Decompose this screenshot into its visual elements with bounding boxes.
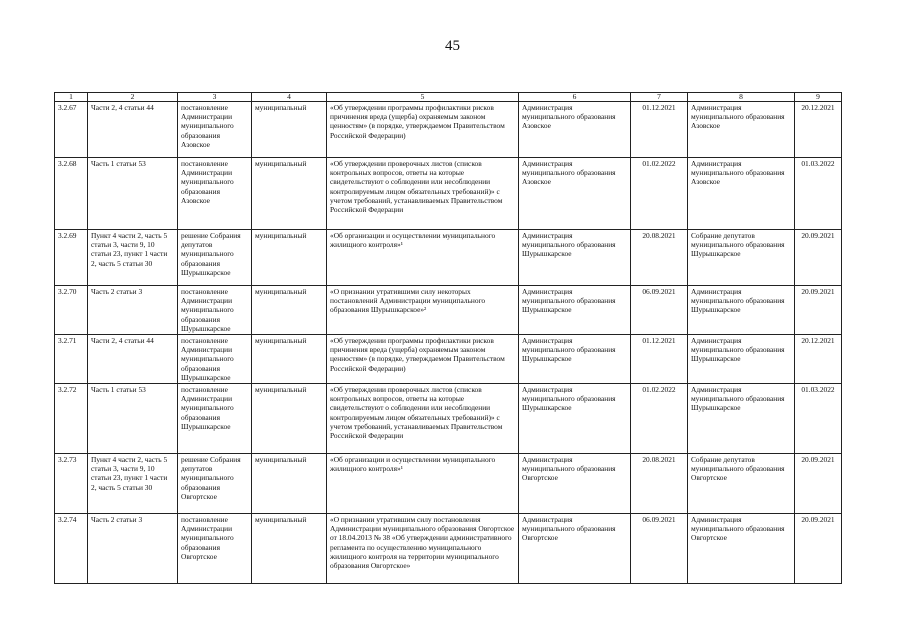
table-row [55, 335, 842, 384]
adopting-body: Администрация муниципального образования Шурышкарское [688, 384, 795, 454]
adopting-body: Администрация муниципального образования Шурышкарское [688, 286, 795, 335]
law-article: Часть 1 статьи 53 [88, 384, 178, 454]
column-number: 3 [178, 93, 252, 102]
register-table [54, 92, 842, 584]
development-date: 01.12.2021 [631, 335, 688, 384]
page-number: 45 [445, 38, 460, 54]
adopting-body: Администрация муниципального образования Азовское [688, 158, 795, 230]
act-type: постановление Администрации муниципального образования Азовское [178, 158, 252, 230]
column-number: 4 [252, 93, 327, 102]
row-number: 3.2.70 [55, 286, 88, 335]
act-title: «О признании утратившим силу постановления Администрации муниципального образования Овгортское от 18.04.2013 № 38 «Об утверждении административного регламента по осуществлению муниципального жилищного контроля на территории муниципального образования Овгортское» [327, 514, 519, 584]
law-article: Пункт 4 части 2, часть 5 статьи 3, части 9, 10 статьи 23, пункт 1 части 2, часть 5 статьи 30 [88, 230, 178, 286]
row-number: 3.2.74 [55, 514, 88, 584]
table-row [55, 514, 842, 584]
law-article: Части 2, 4 статьи 44 [88, 335, 178, 384]
act-title: «О признании утратившими силу некоторых постановлений Администрации муниципального образования Шурышкарское»² [327, 286, 519, 335]
development-date: 01.12.2021 [631, 102, 688, 158]
table-row [55, 454, 842, 514]
act-type: постановление Администрации муниципального образования Шурышкарское [178, 384, 252, 454]
development-date: 06.09.2021 [631, 286, 688, 335]
row-number: 3.2.68 [55, 158, 88, 230]
adoption-date: 20.12.2021 [795, 102, 842, 158]
adoption-date: 20.09.2021 [795, 286, 842, 335]
act-type: решение Собрания депутатов муниципального образования Шурышкарское [178, 230, 252, 286]
development-date: 01.02.2022 [631, 158, 688, 230]
developer: Администрация муниципального образования Овгортское [519, 454, 631, 514]
act-type: постановление Администрации муниципального образования Овгортское [178, 514, 252, 584]
adopting-body: Администрация муниципального образования Шурышкарское [688, 335, 795, 384]
row-number: 3.2.71 [55, 335, 88, 384]
column-number-row [55, 93, 842, 102]
act-level: муниципальный [252, 384, 327, 454]
law-article: Часть 1 статьи 53 [88, 158, 178, 230]
column-number: 5 [327, 93, 519, 102]
act-level: муниципальный [252, 335, 327, 384]
table-body [55, 102, 842, 584]
adoption-date: 20.12.2021 [795, 335, 842, 384]
adoption-date: 01.03.2022 [795, 384, 842, 454]
column-number: 9 [795, 93, 842, 102]
development-date: 01.02.2022 [631, 384, 688, 454]
developer: Администрация муниципального образования Шурышкарское [519, 335, 631, 384]
act-title: «Об организации и осуществлении муниципального жилищного контроля»¹ [327, 230, 519, 286]
adoption-date: 20.09.2021 [795, 230, 842, 286]
act-type: решение Собрания депутатов муниципального образования Овгортское [178, 454, 252, 514]
law-article: Часть 2 статьи 3 [88, 514, 178, 584]
developer: Администрация муниципального образования Шурышкарское [519, 230, 631, 286]
table-row [55, 230, 842, 286]
law-article: Пункт 4 части 2, часть 5 статьи 3, части 9, 10 статьи 23, пункт 1 части 2, часть 5 статьи 30 [88, 454, 178, 514]
development-date: 06.09.2021 [631, 514, 688, 584]
adoption-date: 20.09.2021 [795, 454, 842, 514]
act-level: муниципальный [252, 102, 327, 158]
act-level: муниципальный [252, 514, 327, 584]
adoption-date: 01.03.2022 [795, 158, 842, 230]
adoption-date: 20.09.2021 [795, 514, 842, 584]
developer: Администрация муниципального образования Овгортское [519, 514, 631, 584]
adopting-body: Собрание депутатов муниципального образования Овгортское [688, 454, 795, 514]
table-row [55, 102, 842, 158]
row-number: 3.2.73 [55, 454, 88, 514]
adopting-body: Администрация муниципального образования Азовское [688, 102, 795, 158]
row-number: 3.2.72 [55, 384, 88, 454]
adopting-body: Собрание депутатов муниципального образования Шурышкарское [688, 230, 795, 286]
act-title: «Об утверждении проверочных листов (списков контрольных вопросов, ответы на которые свидетельствуют о соблюдении или несоблюдении контролируемым лицом обязательных требований)» с учетом требований, устанавливаемых Правительством Российской Федерации [327, 158, 519, 230]
adopting-body: Администрация муниципального образования Овгортское [688, 514, 795, 584]
act-title: «Об утверждении программы профилактики рисков причинения вреда (ущерба) охраняемым законом ценностям» (в порядке, утверждаемом Правительством Российской Федерации) [327, 335, 519, 384]
act-title: «Об утверждении проверочных листов (списков контрольных вопросов, ответы на которые свидетельствуют о соблюдении или несоблюдении контролируемым лицом обязательных требований)» с учетом требований, устанавливаемых Правительством Российской Федерации [327, 384, 519, 454]
act-level: муниципальный [252, 454, 327, 514]
development-date: 20.08.2021 [631, 454, 688, 514]
act-title: «Об утверждении программы профилактики рисков причинения вреда (ущерба) охраняемым законом ценностям» (в порядке, утверждаемом Правительством Российской Федерации) [327, 102, 519, 158]
development-date: 20.08.2021 [631, 230, 688, 286]
act-type: постановление Администрации муниципального образования Шурышкарское [178, 286, 252, 335]
act-level: муниципальный [252, 286, 327, 335]
row-number: 3.2.69 [55, 230, 88, 286]
act-type: постановление Администрации муниципального образования Шурышкарское [178, 335, 252, 384]
act-type: постановление Администрации муниципального образования Азовское [178, 102, 252, 158]
act-title: «Об организации и осуществлении муниципального жилищного контроля»¹ [327, 454, 519, 514]
column-number: 7 [631, 93, 688, 102]
developer: Администрация муниципального образования Шурышкарское [519, 286, 631, 335]
law-article: Часть 2 статьи 3 [88, 286, 178, 335]
developer: Администрация муниципального образования Азовское [519, 102, 631, 158]
law-article: Части 2, 4 статьи 44 [88, 102, 178, 158]
column-number: 8 [688, 93, 795, 102]
column-number: 6 [519, 93, 631, 102]
table-row [55, 384, 842, 454]
table-row [55, 286, 842, 335]
developer: Администрация муниципального образования Шурышкарское [519, 384, 631, 454]
row-number: 3.2.67 [55, 102, 88, 158]
act-level: муниципальный [252, 158, 327, 230]
developer: Администрация муниципального образования Азовское [519, 158, 631, 230]
column-number: 1 [55, 93, 88, 102]
act-level: муниципальный [252, 230, 327, 286]
table-row [55, 158, 842, 230]
column-number: 2 [88, 93, 178, 102]
